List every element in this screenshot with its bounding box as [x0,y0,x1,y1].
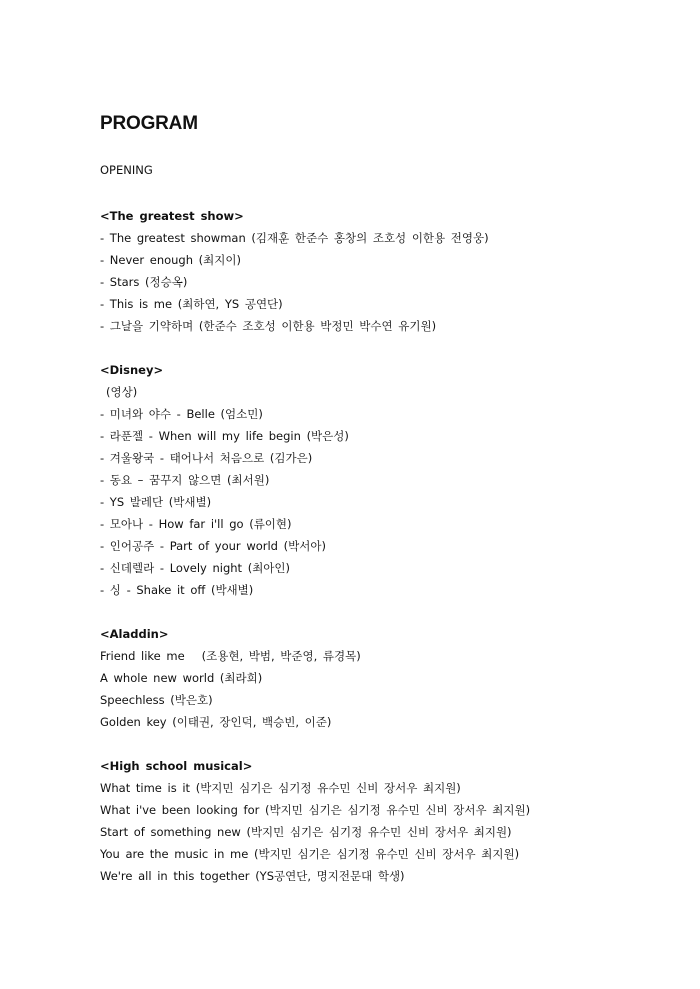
program-item: What i've been looking for (박지민 심기은 심기정 유수민 신비 장서우 최지원) [100,803,531,817]
program-note: (영상) [106,385,138,399]
program-item: - 미녀와 야수 - Belle (엄소민) [100,407,263,421]
section-heading: <High school musical> [100,759,253,773]
program-item: A whole new world (최라희) [100,671,263,685]
program-item: What time is it (박지민 심기은 심기정 유수민 신비 장서우 최지원) [100,781,461,795]
program-item: Golden key (이태권, 장인덕, 백승빈, 이준) [100,715,332,729]
program-item: - 신데렐라 - Lovely night (최아인) [100,561,291,575]
program-item: - 라푼젤 - When will my life begin (박은성) [100,429,349,443]
opening-label: OPENING [100,163,153,177]
section-greatest-show [100,205,489,337]
program-item: - YS 발레단 (박새별) [100,495,212,509]
program-item: - 동요 – 꿈꾸지 않으면 (최서원) [100,473,270,487]
program-item: - 모아나 - How far i'll go (류이현) [100,517,292,531]
program-item: Speechless (박은호) [100,693,213,707]
program-item: You are the music in me (박지민 심기은 심기정 유수민 신비 장서우 최지원) [100,847,520,861]
program-item: Friend like me (조용현, 박범, 박준영, 류경목) [100,649,361,663]
program-item: - 그날을 기약하며 (한준수 조호성 이한용 박정민 박수연 유기원) [100,319,437,333]
section-heading: <Disney> [100,363,164,377]
program-item: - 인어공주 - Part of your world (박서아) [100,539,326,553]
program-item: - Stars (정승옥) [100,275,188,289]
section-heading: <Aladdin> [100,627,169,641]
program-item: Start of something new (박지민 심기은 심기정 유수민 신비 장서우 최지원) [100,825,512,839]
section-aladdin [100,623,361,733]
program-item: We're all in this together (YS공연단, 명지전문대 학생) [100,869,405,883]
program-item: - 겨울왕국 - 태어나서 처음으로 (김가은) [100,451,313,465]
section-disney [100,359,349,601]
section-high-school-musical [100,755,530,887]
program-item: - The greatest showman (김재훈 한준수 홍창의 조호성 이한용 전영웅) [100,231,489,245]
page-title: PROGRAM [100,113,198,134]
program-item: - Never enough (최지이) [100,253,241,267]
program-item: - 싱 - Shake it off (박새별) [100,583,254,597]
program-item: - This is me (최하연, YS 공연단) [100,297,283,311]
section-heading: <The greatest show> [100,209,244,223]
